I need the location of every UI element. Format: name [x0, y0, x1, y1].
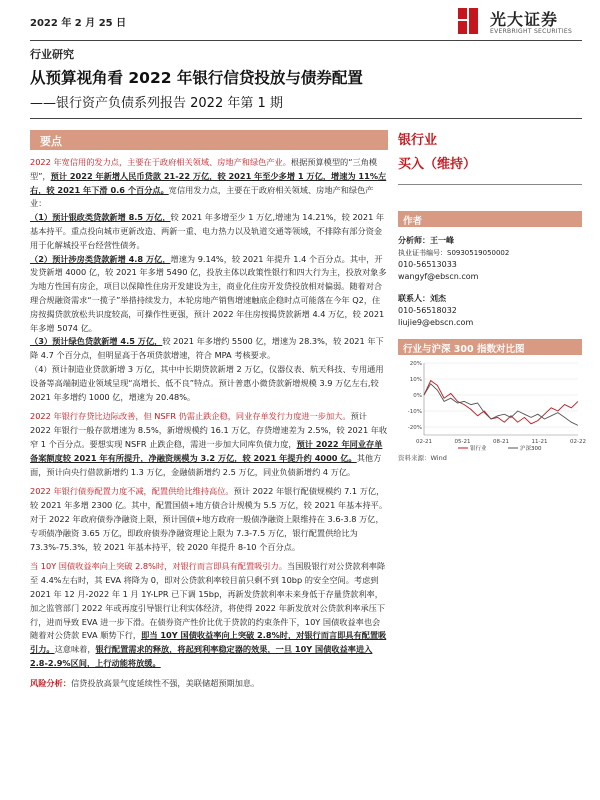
y-tick-label: 0% — [413, 393, 422, 399]
summary-paragraph: （2）预计涉房类贷款新增 4.8 万亿，增速为 9.14%，较 2021 年提升 1.4 个百分点。其中，开发贷新增 4000 亿，较 2021 年多增 5490 亿，投放主体以政策性银行和四大行为主，投放对象多为地方性国有房企，项目以保障性住房开发建设为主，商业化住房开发贷投放相对偏弱。随着对合理合规融资需求“一揽子”举措持续发力，本轮房地产销售增速触底企稳时点可能落在今年 Q2，住房按揭贷款放松共识度较高，可操作性更强，预计 2022 年住房按揭贷款新增 4.4 万亿，较 2021 年多增 5074 亿。 — [30, 253, 387, 333]
divider — [398, 184, 582, 185]
summary-body — [30, 150, 388, 690]
brand-icon — [454, 6, 480, 36]
x-tick-label: 02-22 — [570, 439, 586, 445]
x-tick-label: 05-21 — [454, 439, 471, 445]
summary-paragraph: 当 10Y 国债收益率向上突破 2.8%时，对银行而言即具有配置吸引力。当国股银行对公贷款利率降至 4.4%左右时，其 EVA 将降为 0，即对公贷款利率较目前只剩不到 10bp 的安全空间。考虑到 2021 年 12 月-2022 年 1 月 1Y-LPR 已下调 15bp，再新发贷款利率未来身低于存量贷款利率，加之监管部门 2022 年或再度引导银行让利实体经济，将使得 2022 年新发放对公贷款利率承压下行，进而导致 EVA 进一步下滑。在债券资产性价比优于贷款的约束条件下，10Y 国债收益率也会随着对公贷款 EVA 顺势下行，即当 10Y 国债收益率向上突破 2.8%时，对银行而言即具有配置吸引力。这意味着，银行配置需求的释放，将起到利率稳定器的效果，一旦 10Y 国债收益率进入 2.8-2.9%区间，上行动能将放缓。 — [30, 561, 387, 668]
divider — [30, 118, 582, 119]
report-subtitle: ——银行资产负债系列报告 2022 年第 1 期 — [30, 96, 283, 111]
legend-label: 银行业 — [470, 446, 487, 452]
report-date: 2022 年 2 月 25 日 — [30, 18, 127, 29]
report-title: 从预算视角看 2022 年银行信贷投放与债券配置 — [30, 69, 363, 87]
y-tick-label: 10% — [409, 377, 422, 383]
comparison-chart — [398, 355, 586, 452]
y-tick-label: -10% — [407, 409, 422, 415]
industry-label: 银行业 — [398, 133, 438, 148]
chart-svg — [398, 355, 586, 452]
summary-paragraph: （3）预计绿色贷款新增 4.5 万亿，较 2021 年多增约 5500 亿，增速为 28.3%，较 2021 年下降 4.7 个百分点，但明显高于各项贷款增速，符合 MPA 考核要求。 — [30, 336, 384, 361]
logo — [452, 4, 582, 44]
report-category: 行业研究 — [30, 48, 74, 61]
summary-paragraph: 2022 年银行债券配置力度不减，配置供给比维持高位。预计 2022 年银行配债规模约 7.1 万亿，较 2021 年多增 2300 亿。其中，配置国债+地方债合计规模为 5.5 万亿，较 2021 年基本持平。对于 2022 年政府债券净融资上限，预计国债+地方政府一般债净融资上限维持在 3.6-3.8 万亿，专项债净融资 3.65 万亿，即政府债券净融资理论上限为 7.3-7.5 万亿，银行配置供给比为 73.3%-75.3%，较 2021 年基本持平，较 2020 年提升 8-10 个百分点。 — [30, 486, 388, 552]
legend-label: 沪深300 — [520, 446, 542, 452]
summary-paragraph: （4）预计制造业贷款新增 3 万亿，其中中长期贷款新增 2 万亿，仪器仪表、航天科技、专用通用设备等高端制造业领域呈现“高增长、低不良”特点。预计普惠小微贷款新增规模 3.9 万亿左右,较 2021 年多增约 1000 亿，增速为 20.48%。 — [30, 363, 384, 402]
summary-paragraph: 2022 年银行存贷比边际改善，但 NSFR 仍需止跌企稳，同业存单发行力度进一步加大。预计 2022 年银行一般存款增速为 8.5%，新增规模约 16.1 万亿，存贷增速差为 2.5%，较 2021 年收窄 1 个百分点。要想实现 NSFR 止跌企稳，需进一步加大同库负债力度，预计 2022 年同业存单备案额度较 2021 年有所提升，净融资规模为 3.2 万亿，较 2021 年提升约 4000 亿。其他方面，预计向央行借款新增约 1.3 万亿，金融债新增约 2.5 万亿，同业负债新增约 4 万亿。 — [30, 411, 388, 477]
chart-heading: 行业与沪深 300 指数对比图 — [398, 339, 582, 355]
y-tick-label: 20% — [409, 361, 422, 367]
analyst-block: 分析师：王一峰 执业证书编号：S0930519050002 010-56513033 wangyf@ebscn.com — [398, 236, 510, 281]
summary-paragraph: 2022 年宽信用的发力点，主要在于政府相关领域、房地产和绿色产业。根据预算模型的“三角模型”，预计 2022 年新增人民币贷款 21-22 万亿，较 2021 年至少多增 1 万亿，增速为 11%左右，较 2021 年下滑 0.6 个百分点。宽信用发力点，主要在于政府相关领域、房地产和绿色产业： — [30, 157, 387, 209]
series-line-index — [424, 384, 578, 426]
summary-section — [30, 130, 388, 690]
summary-paragraph: （1）预计银政类贷款新增 8.5 万亿，较 2021 年多增至少 1 万亿,增速为 14.21%，较 2021 年基本持平。重点投向城市更新改造、两新一重、电力热力以及轨道交通等领域，不排除有部分资金用于化解城投平台经营性债务。 — [30, 212, 385, 250]
sidebar — [398, 132, 586, 462]
chart-source: 资料来源：Wind — [398, 454, 447, 462]
authors-heading: 作者 — [398, 211, 582, 227]
x-tick-label: 11-21 — [531, 439, 548, 445]
logo-english: EVERBRIGHT SECURITIES — [490, 28, 573, 35]
y-tick-label: -20% — [407, 425, 422, 431]
risk-analysis: 风险分析：信贷投放高景气度延续性不强，美联储超预期加息。 — [30, 677, 260, 688]
summary-heading: 要点 — [30, 130, 388, 150]
x-tick-label: 08-21 — [493, 439, 509, 445]
series-line-industry — [424, 381, 578, 424]
rating-label: 买入（维持） — [398, 157, 477, 172]
logo-name: 光大证券 — [490, 10, 559, 29]
divider — [30, 40, 582, 41]
contact-block: 联系人：刘杰 010-56518032 liujie9@ebscn.com — [398, 294, 474, 327]
x-tick-label: 02-21 — [416, 439, 432, 445]
